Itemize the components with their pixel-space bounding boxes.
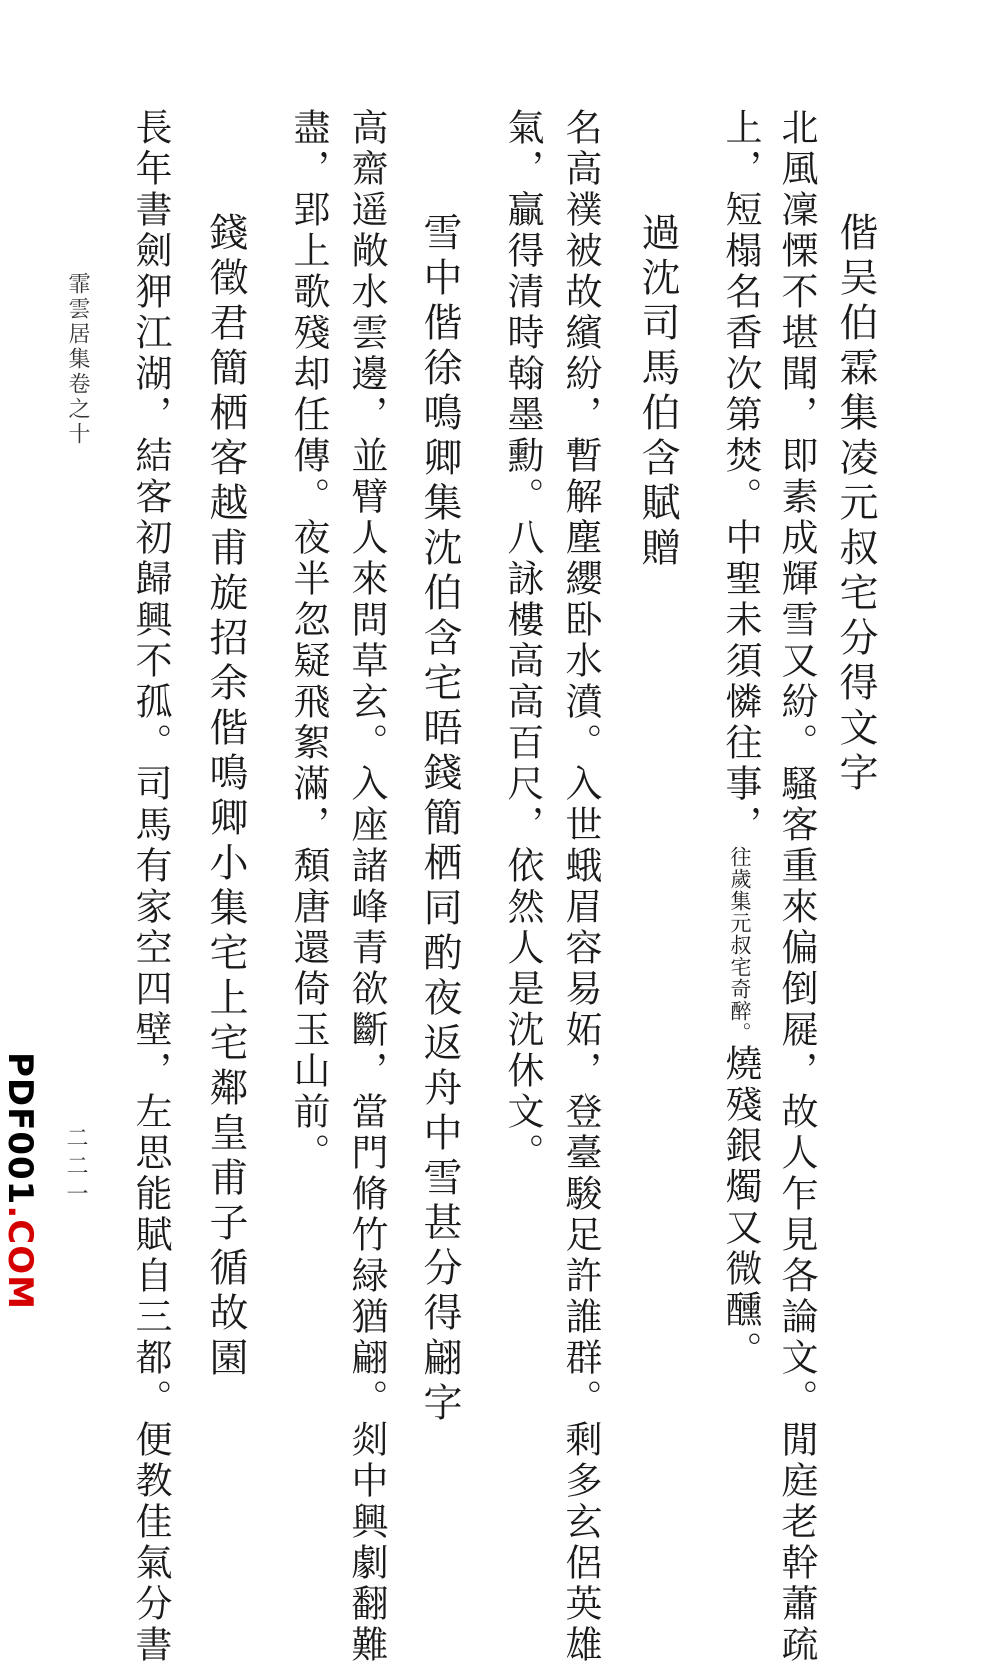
- poem-text-segment: 上，短榻名香次第焚。中聖未須憐往事，: [719, 108, 762, 846]
- running-title: 霏雲居集卷之十: [65, 272, 90, 447]
- watermark-domain: .COM: [0, 1205, 40, 1310]
- poem-body-line: 盡，郢上歌殘却任傳。夜半忽疑飛絮滿，頽唐還倚玉山前。: [287, 108, 330, 1174]
- watermark-text: PDF001: [0, 1052, 40, 1206]
- poem-title-4: 錢徵君簡栖客越甫旋招余偕鳴卿小集宅上宅鄰皇甫子循故園: [203, 212, 248, 1382]
- poem-body-line: 長年書劍狎江湖，結客初歸興不孤。司馬有家空四壁，左思能賦自三都。便教佳氣分書: [129, 108, 172, 1666]
- poem-body-line: 名高襆被故繽紛，暫解塵纓卧水濆。入世蛾眉容易妬，登臺駿足許誰群。剩多玄侶英雄: [559, 108, 602, 1666]
- poem-body-line: 北風凜慄不堪聞，即素成輝雪又紛。騷客重來偏倒屣，故人乍見各論文。閒庭老幹蕭疏: [775, 108, 818, 1666]
- page-number: 二二一: [63, 1126, 88, 1210]
- poem-body-line-with-note: [719, 108, 762, 1372]
- poem-body-line: 氣，贏得清時翰墨勳。八詠樓高高百尺，依然人是沈休文。: [501, 108, 544, 1174]
- watermark-logo: [0, 1052, 40, 1310]
- poem-title-2: 過沈司馬伯含賦贈: [635, 212, 680, 572]
- poem-text-segment: 燒殘銀燭又微醺。: [719, 1044, 762, 1372]
- poem-body-line: 高齋遥敞水雲邊，並臂人來問草玄。入座諸峰青欲斷，當門脩竹緑猶翩。剡中興劇翻難: [345, 108, 388, 1666]
- poem-title-1: 偕吴伯霖集凌元叔宅分得文字: [833, 212, 878, 797]
- poem-title-3: 雪中偕徐鳴卿集沈伯含宅晤錢簡栖同酌夜返舟中雪甚分得翩字: [417, 212, 462, 1427]
- interlinear-note: 往歲集元叔宅奇醉。: [728, 846, 752, 1044]
